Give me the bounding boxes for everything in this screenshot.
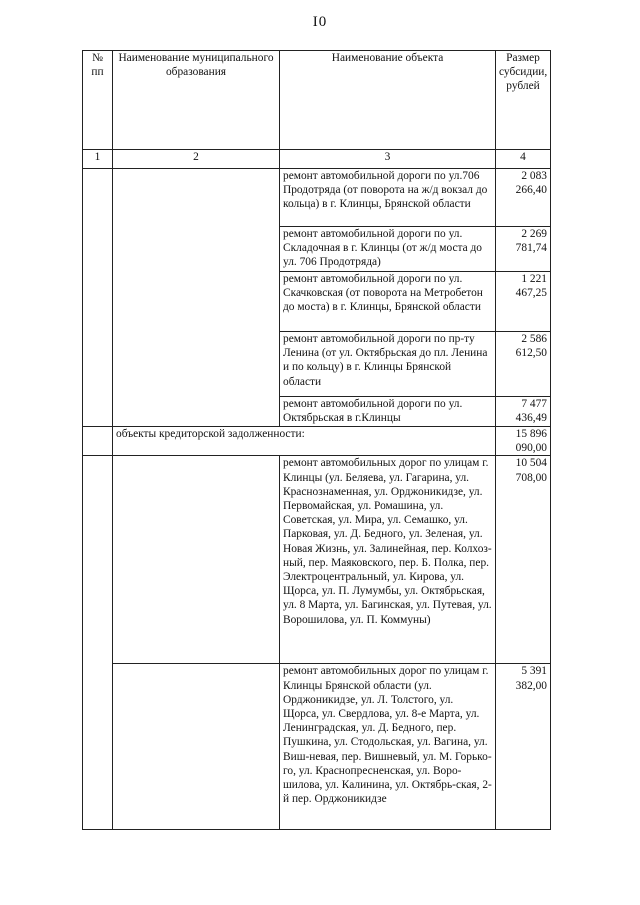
table-row: [83, 169, 551, 227]
number-cell: [83, 456, 113, 664]
column-number: 2: [113, 150, 280, 169]
number-cell: [83, 664, 113, 830]
header-amount: Размер субсидии, рублей: [496, 51, 551, 150]
number-cell: [83, 227, 113, 272]
amount-cell: 1 221 467,25: [496, 272, 551, 332]
header-object: Наименование объекта: [280, 51, 496, 150]
amount-cell: 5 391 382,00: [496, 664, 551, 830]
municipality-cell: [113, 664, 280, 830]
object-cell: ремонт автомобильной дороги по ул. Скачковская (от поворота на Метробетон до моста) в г. Клинцы, Брянской области: [280, 272, 496, 332]
table-row: [83, 664, 551, 830]
column-number: 3: [280, 150, 496, 169]
number-cell: [83, 397, 113, 427]
number-cell: [83, 332, 113, 397]
object-cell: ремонт автомобильных дорог по улицам г. Клинцы Брянской области (ул. Орджоникидзе, ул. Л. Толстого, ул. Щорса, ул. Свердлова, ул. 8-е Марта, ул. Ленинградская, ул. Д. Бедного, пер. Пушкина, ул. Стодольская, ул. Вагина, ул. Виш-невая, пер. Вишневый, ул. М. Горько-го, ул. Краснопресненская, ул. Воро-шилова, ул. Калинина, ул. Октябрь-ская, 2-й пер. Орджоникидзе: [280, 664, 496, 830]
header-number: № пп: [83, 51, 113, 150]
table-row: [83, 397, 551, 427]
amount-cell: 7 477 436,49: [496, 397, 551, 427]
page-number: I0: [312, 14, 328, 30]
header-municipality: Наименование муниципального образования: [113, 51, 280, 150]
table-row: [83, 272, 551, 332]
object-cell: ремонт автомобильной дороги по ул. Октябрьская в г.Клинцы: [280, 397, 496, 427]
table-row: [83, 332, 551, 397]
municipality-cell: [113, 227, 280, 272]
object-cell: ремонт автомобильной дороги по пр-ту Ленина (от ул. Октябрьская до пл. Ленина и по кольцу) в г. Клинцы Брянской области: [280, 332, 496, 397]
table-row: [83, 456, 551, 664]
municipality-cell: [113, 332, 280, 397]
object-cell: ремонт автомобильных дорог по улицам г. Клинцы (ул. Беляева, ул. Гагарина, ул. Краснознаменная, ул. Орджоникидзе, ул. Первомайская, ул. Ромашина, ул. Советская, ул. Мира, ул. Семашко, ул. Парковая, ул. Д. Бедного, ул. Зеленая, ул. Новая Жизнь, ул. Залинейная, пер. Колхоз-ный, пер. Маяковского, пер. Б. Полка, пер. Электроцентральный, ул. Кирова, ул. Щорса, ул. П. Лумумбы, ул. Октябрьская, ул. 8 Марта, ул. Багинская, ул. Путевая, ул. Ворошилова, ул. П. Коммуны): [280, 456, 496, 664]
subtotal-amount: 15 896 090,00: [496, 427, 551, 456]
subsidy-table: [82, 50, 551, 830]
column-numbers-row: [83, 150, 551, 169]
municipality-cell: [113, 397, 280, 427]
municipality-cell: [113, 169, 280, 227]
municipality-cell: [113, 272, 280, 332]
object-cell: ремонт автомобильной дороги по ул.706 Продотряда (от поворота на ж/д вокзал до кольца) в г. Клинцы, Брянской области: [280, 169, 496, 227]
municipality-cell: [113, 456, 280, 664]
object-cell: ремонт автомобильной дороги по ул. Складочная в г. Клинцы (от ж/д моста до ул. 706 Продотряда): [280, 227, 496, 272]
amount-cell: 2 269 781,74: [496, 227, 551, 272]
table-header-row: [83, 51, 551, 150]
table-row: [83, 227, 551, 272]
amount-cell: 2 083 266,40: [496, 169, 551, 227]
subtotal-label: объекты кредиторской задолженности:: [113, 427, 496, 456]
number-cell: [83, 427, 113, 456]
column-number: 1: [83, 150, 113, 169]
number-cell: [83, 272, 113, 332]
number-cell: [83, 169, 113, 227]
amount-cell: 2 586 612,50: [496, 332, 551, 397]
amount-cell: 10 504 708,00: [496, 456, 551, 664]
subtotal-row: [83, 427, 551, 456]
column-number: 4: [496, 150, 551, 169]
